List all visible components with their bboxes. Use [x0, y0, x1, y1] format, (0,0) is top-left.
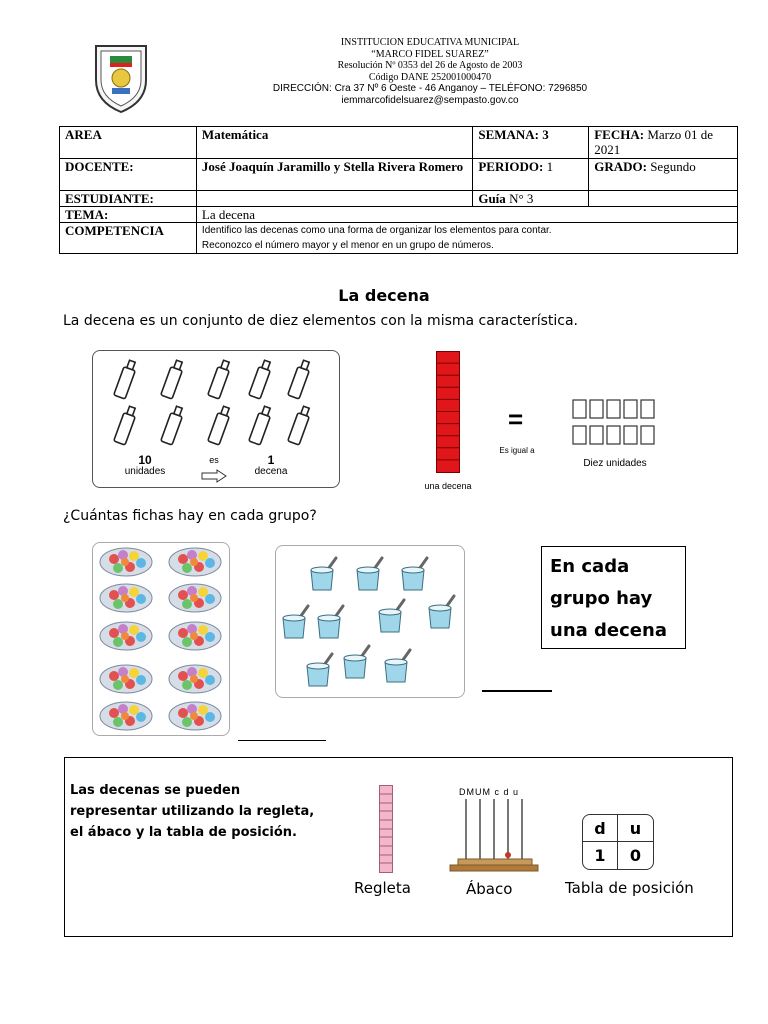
grado-value: Segundo [650, 159, 696, 174]
section-title: La decena [338, 286, 430, 305]
competencia-line-2: Reconozco el número mayor y el menor en un grupo de números. [201, 240, 494, 251]
docente-value: José Joaquín Jaramillo y Stella Rivera Romero [196, 159, 472, 191]
answer-blank-line-plates[interactable] [238, 740, 326, 741]
es-label: es [209, 455, 219, 465]
info-row-tema [60, 207, 738, 223]
empty-cell [589, 191, 738, 207]
plates-box [92, 542, 230, 736]
periodo-cell [473, 159, 589, 191]
header-line-1: INSTITUCION EDUCATIVA MUNICIPAL [340, 37, 520, 48]
representation-text [70, 780, 360, 843]
decena-caption [247, 455, 295, 477]
guia-value: N° 3 [509, 191, 534, 206]
school-header [250, 37, 610, 106]
periodo-label: PERIODO: [478, 159, 544, 174]
diez-unidades-label: Diez unidades [583, 458, 647, 469]
units-number: 10 [138, 453, 152, 467]
position-table-u-value: 0 [629, 846, 642, 865]
position-table-d-header: d [583, 815, 618, 842]
fecha-cell [589, 127, 738, 159]
school-crest-logo [88, 40, 154, 114]
bottles-box [92, 350, 340, 488]
plates-illustration [93, 543, 229, 735]
abaco-column-heads: DMUM c d u [459, 787, 520, 797]
estudiante-label: ESTUDIANTE: [60, 191, 197, 207]
header-line-6: iemmarcofidelsuarez@sempasto.gov.co [341, 94, 519, 106]
info-row-competencia [60, 223, 738, 254]
regleta-label: Regleta [354, 879, 411, 897]
decena-number: 1 [267, 453, 275, 467]
equal-text: Es igual a [499, 446, 535, 455]
estudiante-value-field[interactable] [196, 191, 472, 207]
answer-line-2: grupo hay [550, 588, 653, 609]
docente-label: DOCENTE: [60, 159, 197, 191]
answer-box [541, 546, 686, 649]
red-tens-bar [436, 351, 460, 473]
bar-label: una decena [424, 481, 472, 491]
tema-value: La decena [196, 207, 737, 223]
cups-illustration [276, 546, 464, 697]
grado-cell [589, 159, 738, 191]
representation-line-1: Las decenas se pueden [70, 783, 241, 798]
ten-unit-cubes [572, 398, 658, 448]
area-value: Matemática [196, 127, 472, 159]
info-row-docente [60, 159, 738, 191]
position-table-u-header: u [618, 815, 653, 842]
tabla-label: Tabla de posición [565, 879, 694, 897]
units-label: unidades [124, 466, 166, 477]
competencia-value [196, 223, 737, 254]
position-table-d-value: 1 [583, 842, 618, 869]
position-table [582, 814, 654, 870]
decena-caption-label: decena [254, 466, 288, 477]
header-line-3: Resolución Nº 0353 del 26 de Agosto de 2003 [337, 60, 523, 71]
header-line-2: “MARCO FIDEL SUAREZ” [371, 48, 489, 60]
info-row-area [60, 127, 738, 159]
semana-label: SEMANA: 3 [473, 127, 589, 159]
header-line-4: Código DANE 252001000470 [368, 71, 492, 83]
periodo-value: 1 [546, 159, 554, 174]
abaco-label: Ábaco [466, 880, 513, 898]
representation-line-2: representar utilizando la regleta, [70, 804, 315, 819]
regleta-bar [379, 785, 393, 873]
right-arrow-icon [201, 469, 227, 483]
abaco-illustration [446, 797, 542, 875]
representation-line-3: el ábaco y la tabla de posición. [70, 825, 297, 840]
guia-cell [473, 191, 589, 207]
competencia-label: COMPETENCIA [60, 223, 197, 254]
area-label: AREA [60, 127, 197, 159]
competencia-line-1: Identifico las decenas como una forma de organizar los elementos para contar. [201, 225, 552, 236]
info-table [59, 126, 738, 254]
units-caption [121, 455, 169, 477]
fecha-value: Marzo 01 de 2021 [594, 127, 714, 157]
section-intro: La decena es un conjunto de diez elementos con la misma característica. [63, 313, 578, 329]
fecha-label: FECHA: [594, 127, 645, 142]
equals-sign: = [508, 404, 524, 434]
bottles-illustration [93, 355, 339, 455]
header-line-5: DIRECCIÓN: Cra 37 Nº 6 Oeste - 46 Anganoy – TELÉFONO: 7296850 [272, 83, 588, 94]
tema-label: TEMA: [60, 207, 197, 223]
question-text: ¿Cuántas fichas hay en cada grupo? [63, 508, 317, 524]
answer-line-1: En cada [550, 556, 630, 577]
answer-blank-line-cups[interactable] [482, 690, 552, 692]
grado-label: GRADO: [594, 159, 647, 174]
answer-line-3: una decena [550, 620, 667, 641]
cups-box [275, 545, 465, 698]
guia-label: Guía [478, 191, 506, 206]
info-row-estudiante [60, 191, 738, 207]
